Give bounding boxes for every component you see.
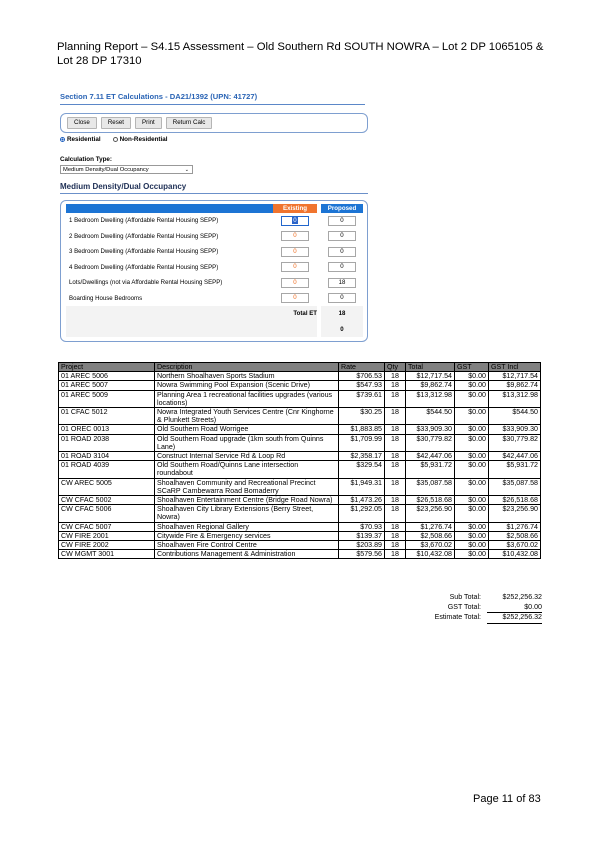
radio-selected-icon[interactable] xyxy=(60,137,65,142)
cell-gst: $0.00 xyxy=(455,381,489,390)
calculator-panel xyxy=(60,92,375,342)
table-row xyxy=(59,425,541,434)
proposed-input[interactable]: 0 xyxy=(328,247,356,257)
cell-rate: $547.93 xyxy=(339,381,385,390)
cell-gst: $0.00 xyxy=(455,425,489,434)
cell-qty: 18 xyxy=(385,496,406,505)
cell-gst-incl: $13,312.98 xyxy=(489,390,541,407)
existing-input[interactable]: 0 xyxy=(281,293,309,303)
table-row xyxy=(59,522,541,531)
cell-gst: $0.00 xyxy=(455,452,489,461)
cell-total: $2,508.66 xyxy=(406,531,455,540)
cell-total: $9,862.74 xyxy=(406,381,455,390)
results-header-row xyxy=(59,363,541,372)
cell-description: Shoalhaven Regional Gallery xyxy=(155,522,339,531)
radio-non-residential-label: Non-Residential xyxy=(119,136,168,143)
cell-gst: $0.00 xyxy=(455,434,489,451)
cell-qty: 18 xyxy=(385,372,406,381)
cell-description: Planning Area 1 recreational facilities upgrades (various locations) xyxy=(155,390,339,407)
cell-qty: 18 xyxy=(385,452,406,461)
cell-gst-incl: $2,508.66 xyxy=(489,531,541,540)
proposed-input[interactable]: 0 xyxy=(328,293,356,303)
cell-project: 01 AREC 5007 xyxy=(59,381,155,390)
cell-rate: $1,473.26 xyxy=(339,496,385,505)
cell-description: Nowra Swimming Pool Expansion (Scenic Drive) xyxy=(155,381,339,390)
cell-gst: $0.00 xyxy=(455,522,489,531)
cell-total: $12,717.54 xyxy=(406,372,455,381)
sub-total-label: Sub Total: xyxy=(449,593,481,601)
cell-gst: $0.00 xyxy=(455,496,489,505)
et-row-label: Lots/Dwellings (not via Affordable Rental Housing SEPP) xyxy=(69,279,223,287)
total-et-label: Total ET xyxy=(66,306,317,322)
table-row xyxy=(59,550,541,559)
total-et-value: 18 xyxy=(321,306,363,322)
cell-rate: $1,949.31 xyxy=(339,478,385,495)
table-row xyxy=(59,381,541,390)
existing-input[interactable]: 0 xyxy=(281,231,309,241)
cell-qty: 18 xyxy=(385,425,406,434)
radio-residential[interactable] xyxy=(60,136,101,143)
table-row xyxy=(59,496,541,505)
cell-gst: $0.00 xyxy=(455,372,489,381)
estimate-total-label: Estimate Total: xyxy=(434,613,481,621)
calc-type-label: Calculation Type: xyxy=(60,156,113,163)
cell-description: Citywide Fire & Emergency services xyxy=(155,531,339,540)
table-row xyxy=(59,390,541,407)
calc-type-select[interactable] xyxy=(60,165,193,174)
cell-project: CW AREC 5005 xyxy=(59,478,155,495)
cell-total: $1,276.74 xyxy=(406,522,455,531)
header-existing: Existing xyxy=(273,204,317,213)
gst-total-line xyxy=(390,603,542,614)
cell-total: $13,312.98 xyxy=(406,390,455,407)
cell-rate: $739.61 xyxy=(339,390,385,407)
et-row xyxy=(66,275,363,291)
et-row xyxy=(66,291,363,307)
estimate-total-value: $252,256.32 xyxy=(487,613,542,624)
cell-project: 01 OREC 0013 xyxy=(59,425,155,434)
et-row-label: 4 Bedroom Dwelling (Affordable Rental Housing SEPP) xyxy=(69,263,219,271)
existing-input[interactable]: 0 xyxy=(281,216,309,226)
existing-input[interactable]: 0 xyxy=(281,247,309,257)
col-rate: Rate xyxy=(339,363,385,372)
cell-rate: $1,883.85 xyxy=(339,425,385,434)
cell-description: Shoalhaven Community and Recreational Precinct SCaRP Cambewarra Road Bomaderry xyxy=(155,478,339,495)
col-gst: GST xyxy=(455,363,489,372)
cell-total: $23,256.90 xyxy=(406,505,455,522)
cell-project: CW CFAC 5002 xyxy=(59,496,155,505)
sub-total-value: $252,256.32 xyxy=(502,593,542,601)
cell-rate: $579.56 xyxy=(339,550,385,559)
cell-gst: $0.00 xyxy=(455,408,489,425)
cell-total: $42,447.06 xyxy=(406,452,455,461)
cell-total: $5,931.72 xyxy=(406,461,455,478)
cell-project: 01 CFAC 5012 xyxy=(59,408,155,425)
cell-gst: $0.00 xyxy=(455,461,489,478)
sub-total-line xyxy=(390,593,542,603)
cell-qty: 18 xyxy=(385,505,406,522)
cell-total: $10,432.08 xyxy=(406,550,455,559)
et-row-label: 1 Bedroom Dwelling (Affordable Rental Housing SEPP) xyxy=(69,217,219,225)
radio-residential-label: Residential xyxy=(67,136,101,143)
et-row-label: 2 Bedroom Dwelling (Affordable Rental Housing SEPP) xyxy=(69,232,219,240)
cell-gst: $0.00 xyxy=(455,531,489,540)
proposed-input[interactable]: 0 xyxy=(328,231,356,241)
cell-qty: 18 xyxy=(385,434,406,451)
cell-rate: $1,292.05 xyxy=(339,505,385,522)
col-project: Project xyxy=(59,363,155,372)
chevron-down-icon: ⌄ xyxy=(184,166,189,173)
total-et-value-2: 0 xyxy=(321,322,363,338)
et-form xyxy=(60,200,368,342)
cell-rate: $70.93 xyxy=(339,522,385,531)
et-row xyxy=(66,260,363,276)
cell-rate: $203.89 xyxy=(339,541,385,550)
col-total: Total xyxy=(406,363,455,372)
results-table xyxy=(58,362,541,559)
reset-button[interactable]: Reset xyxy=(101,117,131,129)
radio-non-residential[interactable] xyxy=(113,136,168,143)
cell-total: $26,518.68 xyxy=(406,496,455,505)
cell-gst-incl: $3,670.02 xyxy=(489,541,541,550)
cell-rate: $329.54 xyxy=(339,461,385,478)
cell-description: Shoalhaven City Library Extensions (Berry Street, Nowra) xyxy=(155,505,339,522)
et-row-label: Boarding House Bedrooms xyxy=(69,294,143,302)
et-row xyxy=(66,229,363,245)
proposed-input[interactable]: 0 xyxy=(328,262,356,272)
results-table-wrapper xyxy=(58,362,541,559)
cell-description: Contributions Management & Administration xyxy=(155,550,339,559)
cell-project: CW FIRE 2002 xyxy=(59,541,155,550)
cell-qty: 18 xyxy=(385,478,406,495)
cell-project: CW MGMT 3001 xyxy=(59,550,155,559)
cell-gst: $0.00 xyxy=(455,505,489,522)
cell-qty: 18 xyxy=(385,408,406,425)
cell-total: $3,670.02 xyxy=(406,541,455,550)
cell-project: 01 AREC 5006 xyxy=(59,372,155,381)
cell-gst-incl: $42,447.06 xyxy=(489,452,541,461)
cell-project: 01 ROAD 4039 xyxy=(59,461,155,478)
cell-project: CW FIRE 2001 xyxy=(59,531,155,540)
table-row xyxy=(59,531,541,540)
cell-rate: $2,358.17 xyxy=(339,452,385,461)
cell-gst-incl: $30,779.82 xyxy=(489,434,541,451)
et-table xyxy=(66,204,363,337)
total-et-row xyxy=(66,306,363,322)
table-row xyxy=(59,452,541,461)
cell-qty: 18 xyxy=(385,541,406,550)
gst-total-value: $0.00 xyxy=(487,603,542,614)
et-row xyxy=(66,244,363,260)
cell-gst-incl: $9,862.74 xyxy=(489,381,541,390)
cell-rate: $1,709.99 xyxy=(339,434,385,451)
cell-description: Nowra Integrated Youth Services Centre (Cnr Kinghorne & Plunkett Streets) xyxy=(155,408,339,425)
cell-gst-incl: $10,432.08 xyxy=(489,550,541,559)
col-description: Description xyxy=(155,363,339,372)
existing-input[interactable]: 0 xyxy=(281,262,309,272)
return-calc-button[interactable]: Return Calc xyxy=(166,117,213,129)
total-et-row-2 xyxy=(66,322,363,338)
estimate-total-line xyxy=(390,613,542,624)
header-blank xyxy=(66,204,273,213)
cell-rate: $706.53 xyxy=(339,372,385,381)
cell-qty: 18 xyxy=(385,461,406,478)
et-row-label: 3 Bedroom Dwelling (Affordable Rental Housing SEPP) xyxy=(69,248,219,256)
cell-description: Construct Internal Service Rd & Loop Rd xyxy=(155,452,339,461)
cell-total: $544.50 xyxy=(406,408,455,425)
cell-project: 01 ROAD 3104 xyxy=(59,452,155,461)
cell-qty: 18 xyxy=(385,550,406,559)
col-qty: Qty xyxy=(385,363,406,372)
cell-description: Old Southern Road Worrigee xyxy=(155,425,339,434)
residential-radio-group xyxy=(60,136,375,143)
cell-project: 01 AREC 5009 xyxy=(59,390,155,407)
table-row xyxy=(59,505,541,522)
table-row xyxy=(59,461,541,478)
close-button[interactable]: Close xyxy=(67,117,97,129)
table-row xyxy=(59,372,541,381)
cell-description: Old Southern Road upgrade (1km south from Quinns Lane) xyxy=(155,434,339,451)
cell-total: $30,779.82 xyxy=(406,434,455,451)
col-gst-incl: GST Incl xyxy=(489,363,541,372)
cell-gst-incl: $33,909.30 xyxy=(489,425,541,434)
cell-qty: 18 xyxy=(385,531,406,540)
cell-total: $35,087.58 xyxy=(406,478,455,495)
cell-gst: $0.00 xyxy=(455,541,489,550)
calc-type-value: Medium Density/Dual Occupancy xyxy=(63,166,149,173)
cell-gst: $0.00 xyxy=(455,390,489,407)
cell-description: Old Southern Road/Quinns Lane intersection roundabout xyxy=(155,461,339,478)
cell-gst-incl: $23,256.90 xyxy=(489,505,541,522)
cell-total: $33,909.30 xyxy=(406,425,455,434)
et-row xyxy=(66,213,363,229)
header-proposed: Proposed xyxy=(321,204,363,213)
cell-description: Northern Shoalhaven Sports Stadium xyxy=(155,372,339,381)
cell-rate: $30.25 xyxy=(339,408,385,425)
table-row xyxy=(59,541,541,550)
cell-gst: $0.00 xyxy=(455,478,489,495)
table-row xyxy=(59,434,541,451)
existing-input[interactable]: 0 xyxy=(281,278,309,288)
cell-project: CW CFAC 5006 xyxy=(59,505,155,522)
cell-gst-incl: $26,518.68 xyxy=(489,496,541,505)
cell-description: Shoalhaven Fire Control Centre xyxy=(155,541,339,550)
cell-description: Shoalhaven Entertainment Centre (Bridge Road Nowra) xyxy=(155,496,339,505)
print-button[interactable]: Print xyxy=(135,117,162,129)
gst-total-label: GST Total: xyxy=(447,602,481,611)
cell-qty: 18 xyxy=(385,381,406,390)
cell-gst-incl: $5,931.72 xyxy=(489,461,541,478)
page-header: Planning Report – S4.15 Assessment – Old Southern Rd SOUTH NOWRA – Lot 2 DP 1065105 & Lot 28 DP 17310 xyxy=(57,41,544,67)
totals-summary xyxy=(390,593,542,624)
table-row xyxy=(59,478,541,495)
table-row xyxy=(59,408,541,425)
radio-unselected-icon[interactable] xyxy=(113,137,118,142)
page-number: Page 11 of 83 xyxy=(473,793,541,805)
density-title: Medium Density/Dual Occupancy xyxy=(60,182,368,194)
cell-project: CW CFAC 5007 xyxy=(59,522,155,531)
cell-qty: 18 xyxy=(385,390,406,407)
cell-qty: 18 xyxy=(385,522,406,531)
proposed-input[interactable]: 0 xyxy=(328,216,356,226)
button-bar xyxy=(60,113,368,133)
section-title: Section 7.11 ET Calculations - DA21/1392 (UPN: 41727) xyxy=(60,92,365,105)
proposed-input[interactable]: 18 xyxy=(328,278,356,288)
cell-gst-incl: $35,087.58 xyxy=(489,478,541,495)
cell-rate: $139.37 xyxy=(339,531,385,540)
cell-gst-incl: $12,717.54 xyxy=(489,372,541,381)
cell-project: 01 ROAD 2038 xyxy=(59,434,155,451)
cell-gst: $0.00 xyxy=(455,550,489,559)
cell-gst-incl: $1,276.74 xyxy=(489,522,541,531)
cell-gst-incl: $544.50 xyxy=(489,408,541,425)
